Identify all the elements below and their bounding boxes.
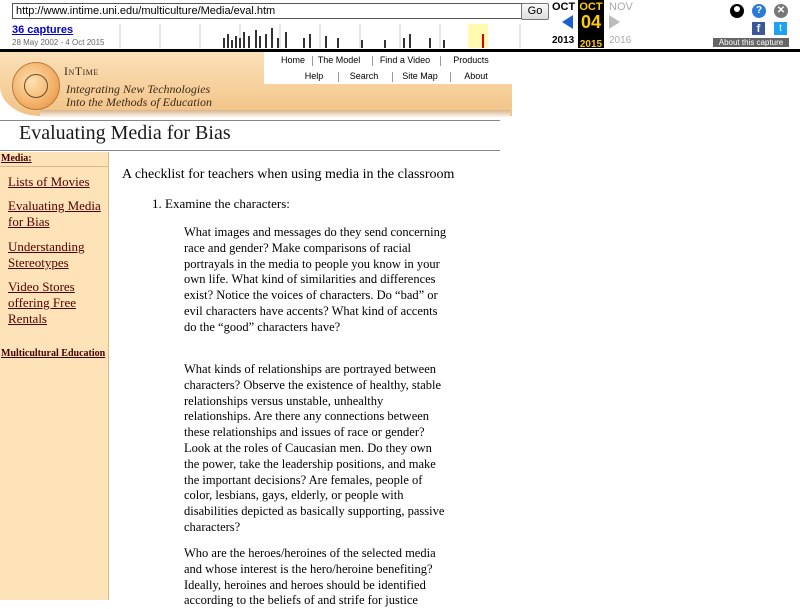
title-rule-top [0, 120, 500, 121]
paragraph: What images and messages do they send concerning race and gender? Make comparisons of racial portrayals in the media to people you know in your own life. What kind of similarities and differences exist? Notice the voices of characters. Do “bad” or evil characters have accents? What kind of accents do the “good” characters have? [184, 225, 447, 334]
tagline-line1: Integrating New Technologies [66, 82, 211, 96]
nav-products[interactable]: Products [453, 55, 489, 65]
tagline-line2: Into the Methods of Education [66, 95, 212, 109]
current-month: OCT [579, 1, 603, 13]
nav-separator [450, 72, 451, 82]
prev-month-label[interactable]: OCT [552, 1, 576, 13]
nav-separator [392, 72, 393, 82]
logo-dial [24, 74, 48, 98]
paragraph: Who are the heroes/heroines of the selected media and whose interest is the hero/heroine benefiting? Ideally, heroines and heroes should be identified according to the beliefs of and strife for justice [184, 546, 436, 608]
nav-home[interactable]: Home [280, 55, 305, 65]
nav-the-model[interactable]: The Model [317, 55, 361, 65]
capture-sparkline[interactable] [100, 24, 545, 48]
next-year-label: 2016 [609, 35, 632, 46]
nav-separator [338, 72, 339, 82]
sidebar [0, 152, 109, 600]
current-year: 2015 [579, 39, 603, 50]
sidebar-link-evaluating-media[interactable]: Evaluating Media for Bias [8, 198, 101, 229]
sidebar-link-lists-of-movies[interactable]: Lists of Movies [8, 174, 90, 189]
nav-separator [312, 56, 313, 66]
url-input[interactable]: http://www.intime.uni.edu/multiculture/Media/eval.htm [12, 3, 524, 19]
capture-date-range: 28 May 2002 - 4 Oct 2015 [12, 38, 105, 47]
sidebar-link-understanding-stereotypes[interactable]: Understanding Stereotypes [8, 239, 85, 270]
current-day: 04 [580, 12, 602, 32]
wayback-toolbar [0, 0, 800, 52]
twitter-icon[interactable]: t [774, 22, 787, 35]
nav-site-map[interactable]: Site Map [402, 71, 438, 81]
prev-year-label[interactable]: 2013 [552, 35, 575, 46]
title-rule-bottom [0, 150, 500, 151]
brand-name: InTime [64, 64, 99, 78]
about-capture-button[interactable]: About this capture [713, 38, 789, 47]
current-capture-date [578, 0, 604, 48]
user-icon[interactable] [730, 4, 744, 18]
nav-about[interactable]: About [464, 71, 488, 81]
next-month-label: NOV [609, 1, 633, 13]
captures-link[interactable]: 36 captures [12, 24, 74, 36]
top-nav [264, 52, 512, 84]
sidebar-divider [0, 166, 108, 167]
sidebar-heading-media: Media: [1, 153, 32, 164]
page-title: Evaluating Media for Bias [19, 122, 231, 144]
go-button[interactable]: Go [521, 3, 549, 20]
nav-search[interactable]: Search [349, 71, 379, 81]
prev-capture-arrow-icon[interactable] [562, 15, 573, 29]
site-banner [0, 52, 512, 118]
facebook-icon[interactable]: f [752, 22, 765, 35]
nav-find-a-video[interactable]: Find a Video [379, 55, 431, 65]
paragraph: What kinds of relationships are portrayed between characters? Observe the existence of healthy, stable relationships versus unstable, unhealthy relationships. Are there any connections between these relationships and issues of race or gender? Look at the roles of Caucasian men. Do they own the power, take the leadership positions, and make the important decisions? Are females, people of color, lesbians, gays, elderly, or people with disabilities depicted as basically supporting, passive characters? [184, 362, 445, 534]
checklist-item-1: 1. Examine the characters: [152, 196, 290, 211]
nav-separator [372, 56, 373, 66]
banner-shadow [40, 110, 510, 118]
close-icon[interactable]: ✕ [774, 4, 788, 18]
nav-help[interactable]: Help [304, 71, 324, 81]
sidebar-link-video-stores[interactable]: Video Stores offering Free Rentals [8, 279, 76, 326]
next-capture-arrow-icon [609, 15, 620, 29]
intro-text: A checklist for teachers when using media in the classroom [122, 167, 455, 182]
help-icon[interactable]: ? [752, 4, 766, 18]
nav-separator [440, 56, 441, 66]
sidebar-link-multicultural-education[interactable]: Multicultural Education [1, 348, 106, 359]
